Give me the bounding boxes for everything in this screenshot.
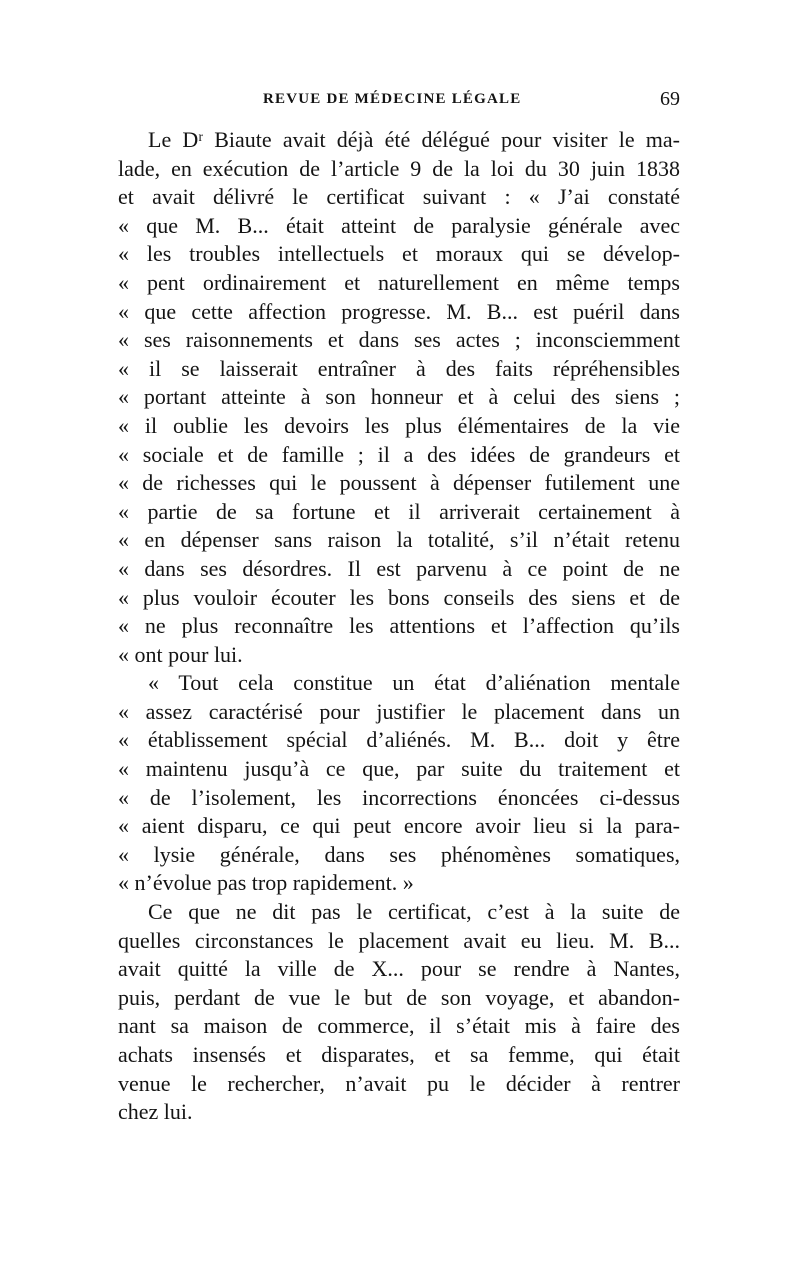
text-line: et avait délivré le certificat suivant : « J’ai constaté xyxy=(118,184,680,210)
text-line: « établissement spécial d’aliénés. M. B... doit y être xyxy=(118,727,680,753)
page-number: 69 xyxy=(660,88,680,110)
text-line: « que M. B... était atteint de paralysie générale avec xyxy=(118,212,680,238)
text-line: « plus vouloir écouter les bons conseils des siens et de xyxy=(118,584,680,610)
text-line: « en dépenser sans raison la totalité, s’il n’était retenu xyxy=(118,527,680,553)
text-line: « lysie générale, dans ses phénomènes somatiques, xyxy=(118,841,680,867)
text-line: venue le rechercher, n’avait pu le décider à rentrer xyxy=(118,1070,680,1096)
text-line: puis, perdant de vue le but de son voyage, et abandon- xyxy=(118,984,680,1010)
text-line: « il oublie les devoirs les plus élémentaires de la vie xyxy=(118,412,680,438)
running-title: REVUE DE MÉDECINE LÉGALE xyxy=(263,91,522,107)
text-line: « que cette affection progresse. M. B... est puéril dans xyxy=(118,298,680,324)
text-line: quelles circonstances le placement avait eu lieu. M. B... xyxy=(118,927,680,953)
text-line: « ses raisonnements et dans ses actes ; inconsciemment xyxy=(118,327,680,353)
text-line: « n’évolue pas trop rapidement. » xyxy=(118,870,414,896)
text-line: « ont pour lui. xyxy=(118,641,243,667)
text-line: « sociale et de famille ; il a des idées de grandeurs et xyxy=(118,441,680,467)
text-line: « ne plus reconnaître les attentions et l’affection qu’ils xyxy=(118,613,680,639)
text-line: Le Dʳ Biaute avait déjà été délégué pour visiter le ma- xyxy=(148,127,680,152)
text-line: « Tout cela constitue un état d’aliénation mentale xyxy=(148,670,680,696)
text-line: « portant atteinte à son honneur et à celui des siens ; xyxy=(118,384,680,410)
text-line: « dans ses désordres. Il est parvenu à ce point de ne xyxy=(118,555,680,581)
text-line: achats insensés et disparates, et sa femme, qui était xyxy=(118,1042,680,1067)
text-line: « il se laisserait entraîner à des faits répréhensibles xyxy=(118,355,680,381)
text-line: « de l’isolement, les incorrections énoncées ci-dessus xyxy=(118,784,680,810)
text-line: nant sa maison de commerce, il s’était mis à faire des xyxy=(118,1013,680,1039)
text-line: avait quitté la ville de X... pour se rendre à Nantes, xyxy=(118,956,680,982)
text-line: chez lui. xyxy=(118,1099,193,1125)
running-head xyxy=(118,88,680,115)
text-line: « assez caractérisé pour justifier le placement dans un xyxy=(118,698,680,724)
text-line: « les troubles intellectuels et moraux qui se dévelop- xyxy=(118,241,680,267)
body-text xyxy=(118,126,680,1127)
text-line: lade, en exécution de l’article 9 de la loi du 30 juin 1838 xyxy=(118,155,680,181)
text-line: « de richesses qui le poussent à dépenser futilement une xyxy=(118,470,680,496)
text-line: « maintenu jusqu’à ce que, par suite du traitement et xyxy=(118,756,680,782)
text-line: « aient disparu, ce qui peut encore avoir lieu si la para- xyxy=(118,813,680,839)
text-line: « pent ordinairement et naturellement en même temps xyxy=(118,269,680,295)
text-line: « partie de sa fortune et il arriverait certainement à xyxy=(118,498,680,524)
text-line: Ce que ne dit pas le certificat, c’est à la suite de xyxy=(148,899,680,925)
